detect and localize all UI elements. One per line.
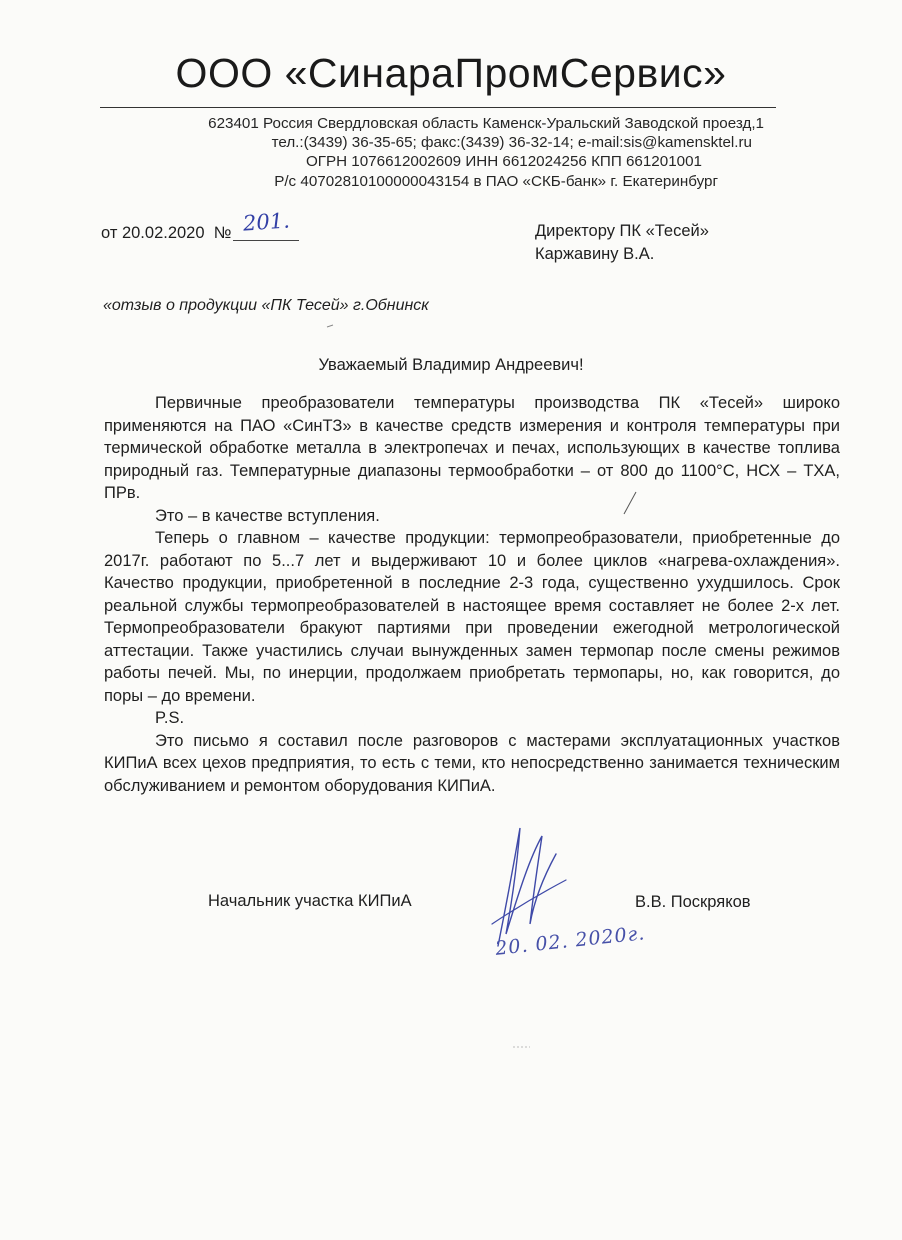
paragraph-intro: Первичные преобразователи температуры производства ПК «Тесей» широко применяются на ПАО «СинТЗ» в качестве средств измерения и контроля температуры при термической обработке металла в электропечах и печах, использующих в качестве топлива природный газ. Температурные диапазоны термообработки – от 800 до 1100°С, НСХ – ТХА, ПРв.: [104, 394, 840, 502]
bank-line: Р/с 40702810100000043154 в ПАО «СКБ-банк» г. Екатеринбург: [274, 172, 718, 190]
contacts-line: тел.:(3439) 36-35-65; факс:(3439) 36-32-14; e-mail:sis@kamensktel.ru: [271, 134, 752, 152]
greeting: Уважаемый Владимир Андреевич!: [318, 356, 584, 374]
recipient-block: [535, 220, 709, 266]
handwritten-number: 201.: [242, 208, 291, 236]
outgoing-number: [231, 208, 299, 238]
recipient-name: Каржавину В.А.: [535, 245, 655, 263]
paragraph-note: Это – в качестве вступления.: [155, 506, 380, 525]
letter-body: [104, 392, 840, 797]
paragraph-ps-label: P.S.: [155, 709, 185, 727]
signatory-title: Начальник участка КИПиА: [208, 892, 412, 910]
paragraph-ps: Это письмо я составил после разговоров с мастерами эксплуатационных участков КИПиА всех цехов предприятия, то есть с теми, кто непосредственно занимается техническим обслуживанием и ремонтом оборудования КИПиА.: [104, 731, 840, 795]
signatory-name: В.В. Поскряков: [635, 893, 751, 911]
letterhead-requisites: [208, 114, 764, 191]
letter-subject: «отзыв о продукции «ПК Тесей» г.Обнинск: [103, 297, 429, 314]
date-label: от 20.02.2020 №: [101, 224, 232, 242]
number-underline: [233, 240, 299, 241]
company-name: ООО «СинараПромСервис»: [175, 50, 727, 96]
paper-speck: [512, 1044, 532, 1050]
paragraph-main: Теперь о главном – качестве продукции: термопреобразователи, приобретенные до 2017г. работают по 5...7 лет и выдерживают 10 и более циклов «нагрева-охлаждения». Качество продукции, приобретенной в последние 2-3 года, существенно ухудшилось. Срок реальной службы термопреобразователей в настоящее время составляет не более 2-х лет. Термопреобразователи бракуют партиями при проведении ежегодной метрологической аттестации. Также участились случаи вынужденных замен термопар после смены режимов работы печей. Мы, по инерции, продолжаем приобретать термопары, но, как говорится, до поры – до времени.: [104, 529, 840, 705]
registration-line: ОГРН 1076612002609 ИНН 6612024256 КПП 661201001: [305, 153, 702, 171]
ink-mark: [620, 488, 640, 518]
letterhead-divider: [100, 107, 776, 108]
paper-speck: [326, 322, 336, 332]
handwritten-date: 20. 02. 2020г.: [494, 922, 647, 960]
recipient-position: Директору ПК «Тесей»: [535, 222, 709, 240]
outgoing-date-number: [101, 208, 299, 243]
address-line: 623401 Россия Свердловская область Каменск-Уральский Заводской проезд,1: [208, 115, 764, 132]
